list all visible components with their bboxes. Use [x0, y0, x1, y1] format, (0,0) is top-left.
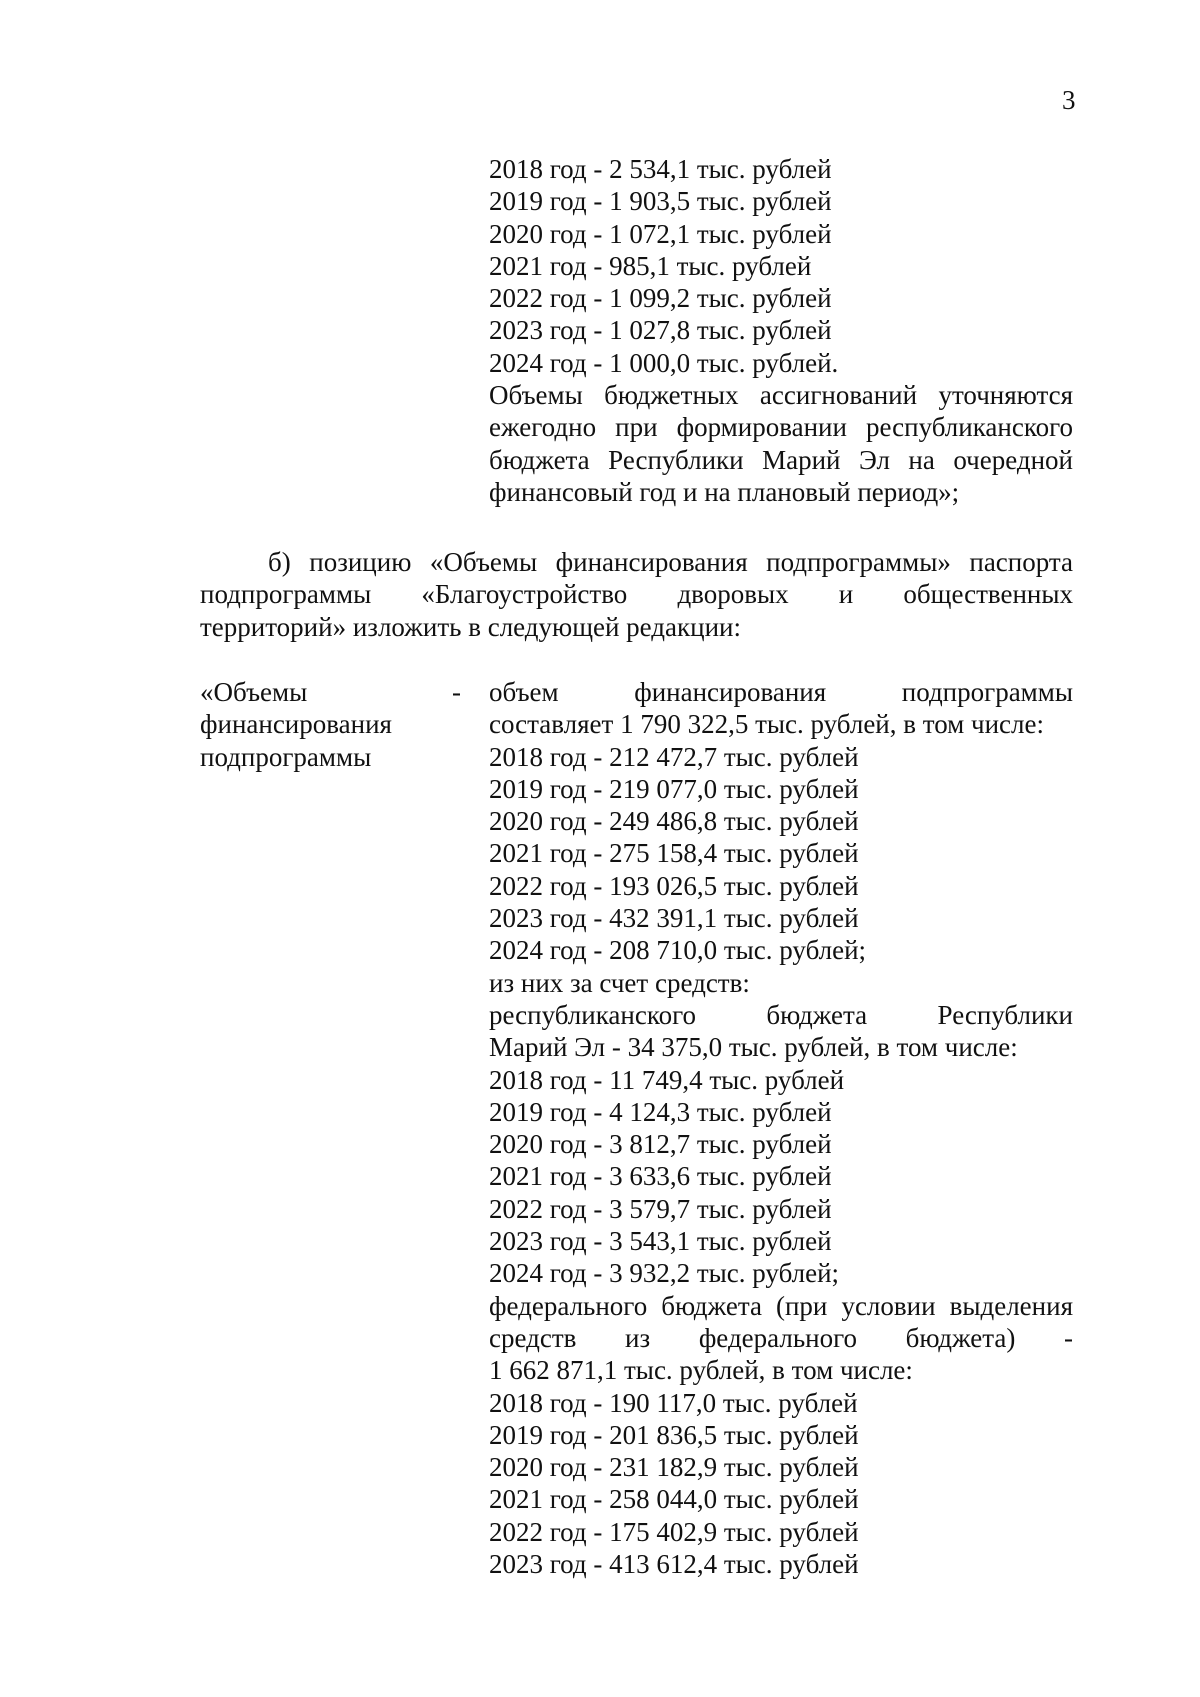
- year-line: 2021 год - 275 158,4 тыс. рублей: [489, 838, 859, 869]
- position-label: [200, 676, 440, 773]
- republic-line: Марий Эл - 34 375,0 тыс. рублей, в том числе:: [489, 1032, 1018, 1063]
- federal-line: федерального бюджета (при условии выделения: [489, 1290, 1073, 1321]
- page-number: 3: [1062, 85, 1076, 115]
- position-value: [489, 676, 1073, 1580]
- label-line: «Объемы: [200, 677, 308, 707]
- year-line: 2020 год - 249 486,8 тыс. рублей: [489, 806, 859, 837]
- note-line: финансовый год и на плановый период»;: [489, 476, 960, 507]
- year-line: 2023 год - 413 612,4 тыс. рублей: [489, 1549, 859, 1580]
- year-line: 2024 год - 1 000,0 тыс. рублей.: [489, 347, 839, 378]
- paragraph-b-line: территорий» изложить в следующей редакции:: [200, 611, 741, 642]
- intro-line: объем финансирования подпрограммы: [489, 677, 1073, 707]
- year-line: 2023 год - 1 027,8 тыс. рублей: [489, 315, 832, 346]
- year-line: 2018 год - 212 472,7 тыс. рублей: [489, 741, 859, 772]
- paragraph-b-line: б) позицию «Объемы финансирования подпрограммы» паспорта: [268, 547, 1073, 577]
- year-line: 2020 год - 1 072,1 тыс. рублей: [489, 218, 832, 249]
- label-line: финансирования: [200, 709, 392, 740]
- year-line: 2023 год - 3 543,1 тыс. рублей: [489, 1226, 832, 1257]
- year-line: 2019 год - 219 077,0 тыс. рублей: [489, 773, 859, 804]
- year-line: 2022 год - 3 579,7 тыс. рублей: [489, 1193, 832, 1224]
- year-line: 2018 год - 11 749,4 тыс. рублей: [489, 1064, 845, 1095]
- note-line: Объемы бюджетных ассигнований уточняются: [489, 380, 1073, 411]
- year-line: 2024 год - 3 932,2 тыс. рублей;: [489, 1258, 840, 1289]
- year-line: 2021 год - 258 044,0 тыс. рублей: [489, 1484, 859, 1515]
- year-line: 2018 год - 190 117,0 тыс. рублей: [489, 1387, 858, 1418]
- year-line: 2022 год - 175 402,9 тыс. рублей: [489, 1516, 859, 1547]
- paragraph-b: [200, 546, 1073, 643]
- year-line: 2023 год - 432 391,1 тыс. рублей: [489, 903, 859, 934]
- year-line: 2020 год - 231 182,9 тыс. рублей: [489, 1452, 859, 1483]
- source-heading: из них за счет средств:: [489, 967, 750, 998]
- paragraph-b-line: подпрограммы «Благоустройство дворовых и общественных: [200, 579, 1073, 610]
- year-line: 2020 год - 3 812,7 тыс. рублей: [489, 1129, 832, 1160]
- note-line: ежегодно при формировании республиканского: [489, 412, 1073, 443]
- year-line: 2022 год - 193 026,5 тыс. рублей: [489, 870, 859, 901]
- year-line: 2019 год - 4 124,3 тыс. рублей: [489, 1096, 832, 1127]
- year-line: 2021 год - 3 633,6 тыс. рублей: [489, 1161, 832, 1192]
- intro-line: составляет 1 790 322,5 тыс. рублей, в том числе:: [489, 709, 1044, 740]
- year-line: 2019 год - 201 836,5 тыс. рублей: [489, 1419, 859, 1450]
- federal-line: средств из федерального бюджета) -: [489, 1322, 1073, 1353]
- year-line: 2022 год - 1 099,2 тыс. рублей: [489, 283, 832, 314]
- year-line: 2018 год - 2 534,1 тыс. рублей: [489, 154, 832, 184]
- label-line: подпрограммы: [200, 741, 372, 772]
- top-financing-block: [489, 153, 1073, 508]
- republic-line: республиканского бюджета Республики: [489, 999, 1073, 1030]
- note-line: бюджета Республики Марий Эл на очередной: [489, 444, 1073, 475]
- year-line: 2019 год - 1 903,5 тыс. рублей: [489, 186, 832, 217]
- federal-line: 1 662 871,1 тыс. рублей, в том числе:: [489, 1355, 913, 1386]
- year-line: 2021 год - 985,1 тыс. рублей: [489, 250, 812, 281]
- label-dash: -: [452, 677, 461, 707]
- year-line: 2024 год - 208 710,0 тыс. рублей;: [489, 935, 867, 966]
